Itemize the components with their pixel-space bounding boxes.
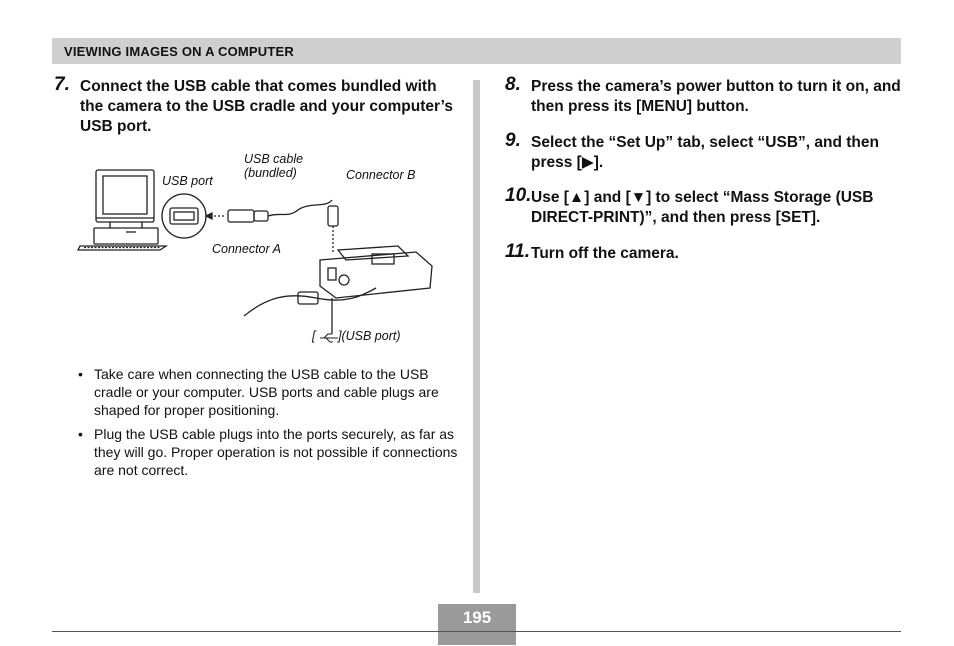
step-text: Connect the USB cable that comes bundled with the camera to the USB cradle and your computer’s USB port.: [80, 78, 453, 135]
connector-b-label: Connector B: [346, 168, 416, 182]
list-item: [78, 365, 458, 419]
step-number: 8.: [505, 74, 521, 95]
step-number: 9.: [505, 130, 521, 151]
usb-cable-line1: USB cable: [244, 152, 304, 166]
step-number: 11.: [505, 241, 531, 262]
cradle-usb-port-label-open: [: [312, 329, 316, 343]
note-text: Plug the USB cable plugs into the ports securely, as far as they will go. Proper operation is not possible if connections are not correct.: [94, 426, 458, 478]
step-number: 7.: [54, 74, 70, 95]
step-number: 10.: [505, 185, 532, 206]
usb-port-label: USB port: [162, 174, 213, 188]
list-item: [78, 425, 458, 479]
step-text: Select the “Set Up” tab, select “USB”, and then press [▶].: [531, 134, 879, 171]
usb-cable-label: [244, 152, 303, 180]
bullet-glyph: •: [78, 426, 83, 442]
step-text: Press the camera’s power button to turn it on, and then press its [MENU] button.: [531, 78, 901, 115]
usb-cradle: [320, 246, 432, 298]
column-divider: [473, 80, 480, 593]
connector-a-plug: [206, 200, 332, 222]
step-text: Use [▲] and [▼] to select “Mass Storage (USB DIRECT-PRINT)”, and then press [SET].: [531, 189, 874, 226]
usb-symbol-icon: [320, 334, 338, 342]
connector-a-label: Connector A: [212, 242, 282, 256]
bullet-glyph: •: [78, 366, 83, 382]
note-text: Take care when connecting the USB cable to the USB cradle or your computer. USB ports and cable plugs are shaped for proper positioning.: [94, 366, 439, 418]
section-header-bar: [52, 38, 901, 64]
cradle-usb-port-label-close: ](USB port): [338, 329, 401, 343]
connector-b-plug: [328, 206, 338, 252]
computer-icon: [78, 170, 166, 250]
usb-cable-line2: (bundled): [244, 166, 297, 180]
usb-port-zoom: [162, 194, 206, 238]
cradle-cable: [244, 288, 376, 334]
notes-list: [78, 365, 458, 485]
usb-connection-diagram: [76, 148, 456, 348]
page-number: 195: [438, 604, 516, 632]
page-number-tab: [438, 632, 516, 645]
step-text: Turn off the camera.: [531, 245, 679, 262]
section-title: VIEWING IMAGES ON A COMPUTER: [64, 44, 294, 59]
